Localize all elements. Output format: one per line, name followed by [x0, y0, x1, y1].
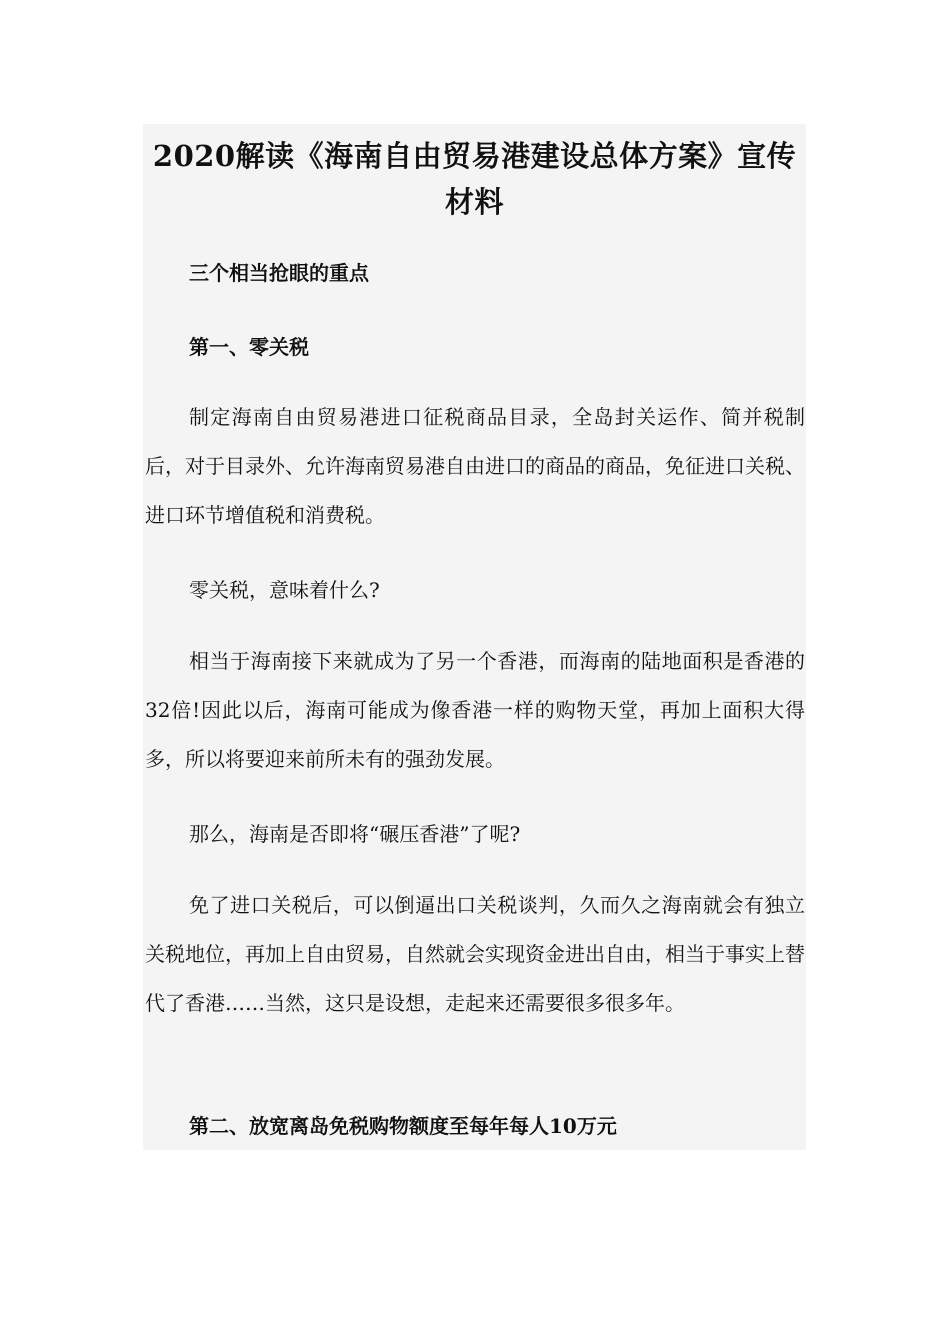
paragraph-question-surpass: 那么，海南是否即将“碾压香港”了呢?: [189, 822, 521, 846]
paragraph-question-meaning: 零关税，意味着什么?: [189, 578, 380, 602]
document-title: 2020解读《海南自由贸易港建设总体方案》宣传材料: [152, 139, 797, 219]
paragraph-tariff-policy: 制定海南自由贸易港进口征税商品目录，全岛封关运作、简并税制后，对于目录外、允许海南贸易港自由进口的商品的商品，免征进口关税、进口环节增值税和消费税。: [145, 405, 805, 527]
heading-zero-tariff: 第一、零关税: [189, 335, 309, 359]
heading-key-points: 三个相当抢眼的重点: [189, 261, 369, 285]
paragraph-hongkong-comparison: 相当于海南接下来就成为了另一个香港，而海南的陆地面积是香港的32倍!因此以后，海南可能成为像香港一样的购物天堂，再加上面积大得多，所以将要迎来前所未有的强劲发展。: [145, 649, 805, 771]
heading-duty-free-quota: 第二、放宽离岛免税购物额度至每年每人10万元: [189, 1114, 617, 1138]
paragraph-independent-tariff: 免了进口关税后，可以倒逼出口关税谈判，久而久之海南就会有独立关税地位，再加上自由贸易，自然就会实现资金进出自由，相当于事实上替代了香港……当然，这只是设想，走起来还需要很多很多年。: [145, 893, 805, 1015]
